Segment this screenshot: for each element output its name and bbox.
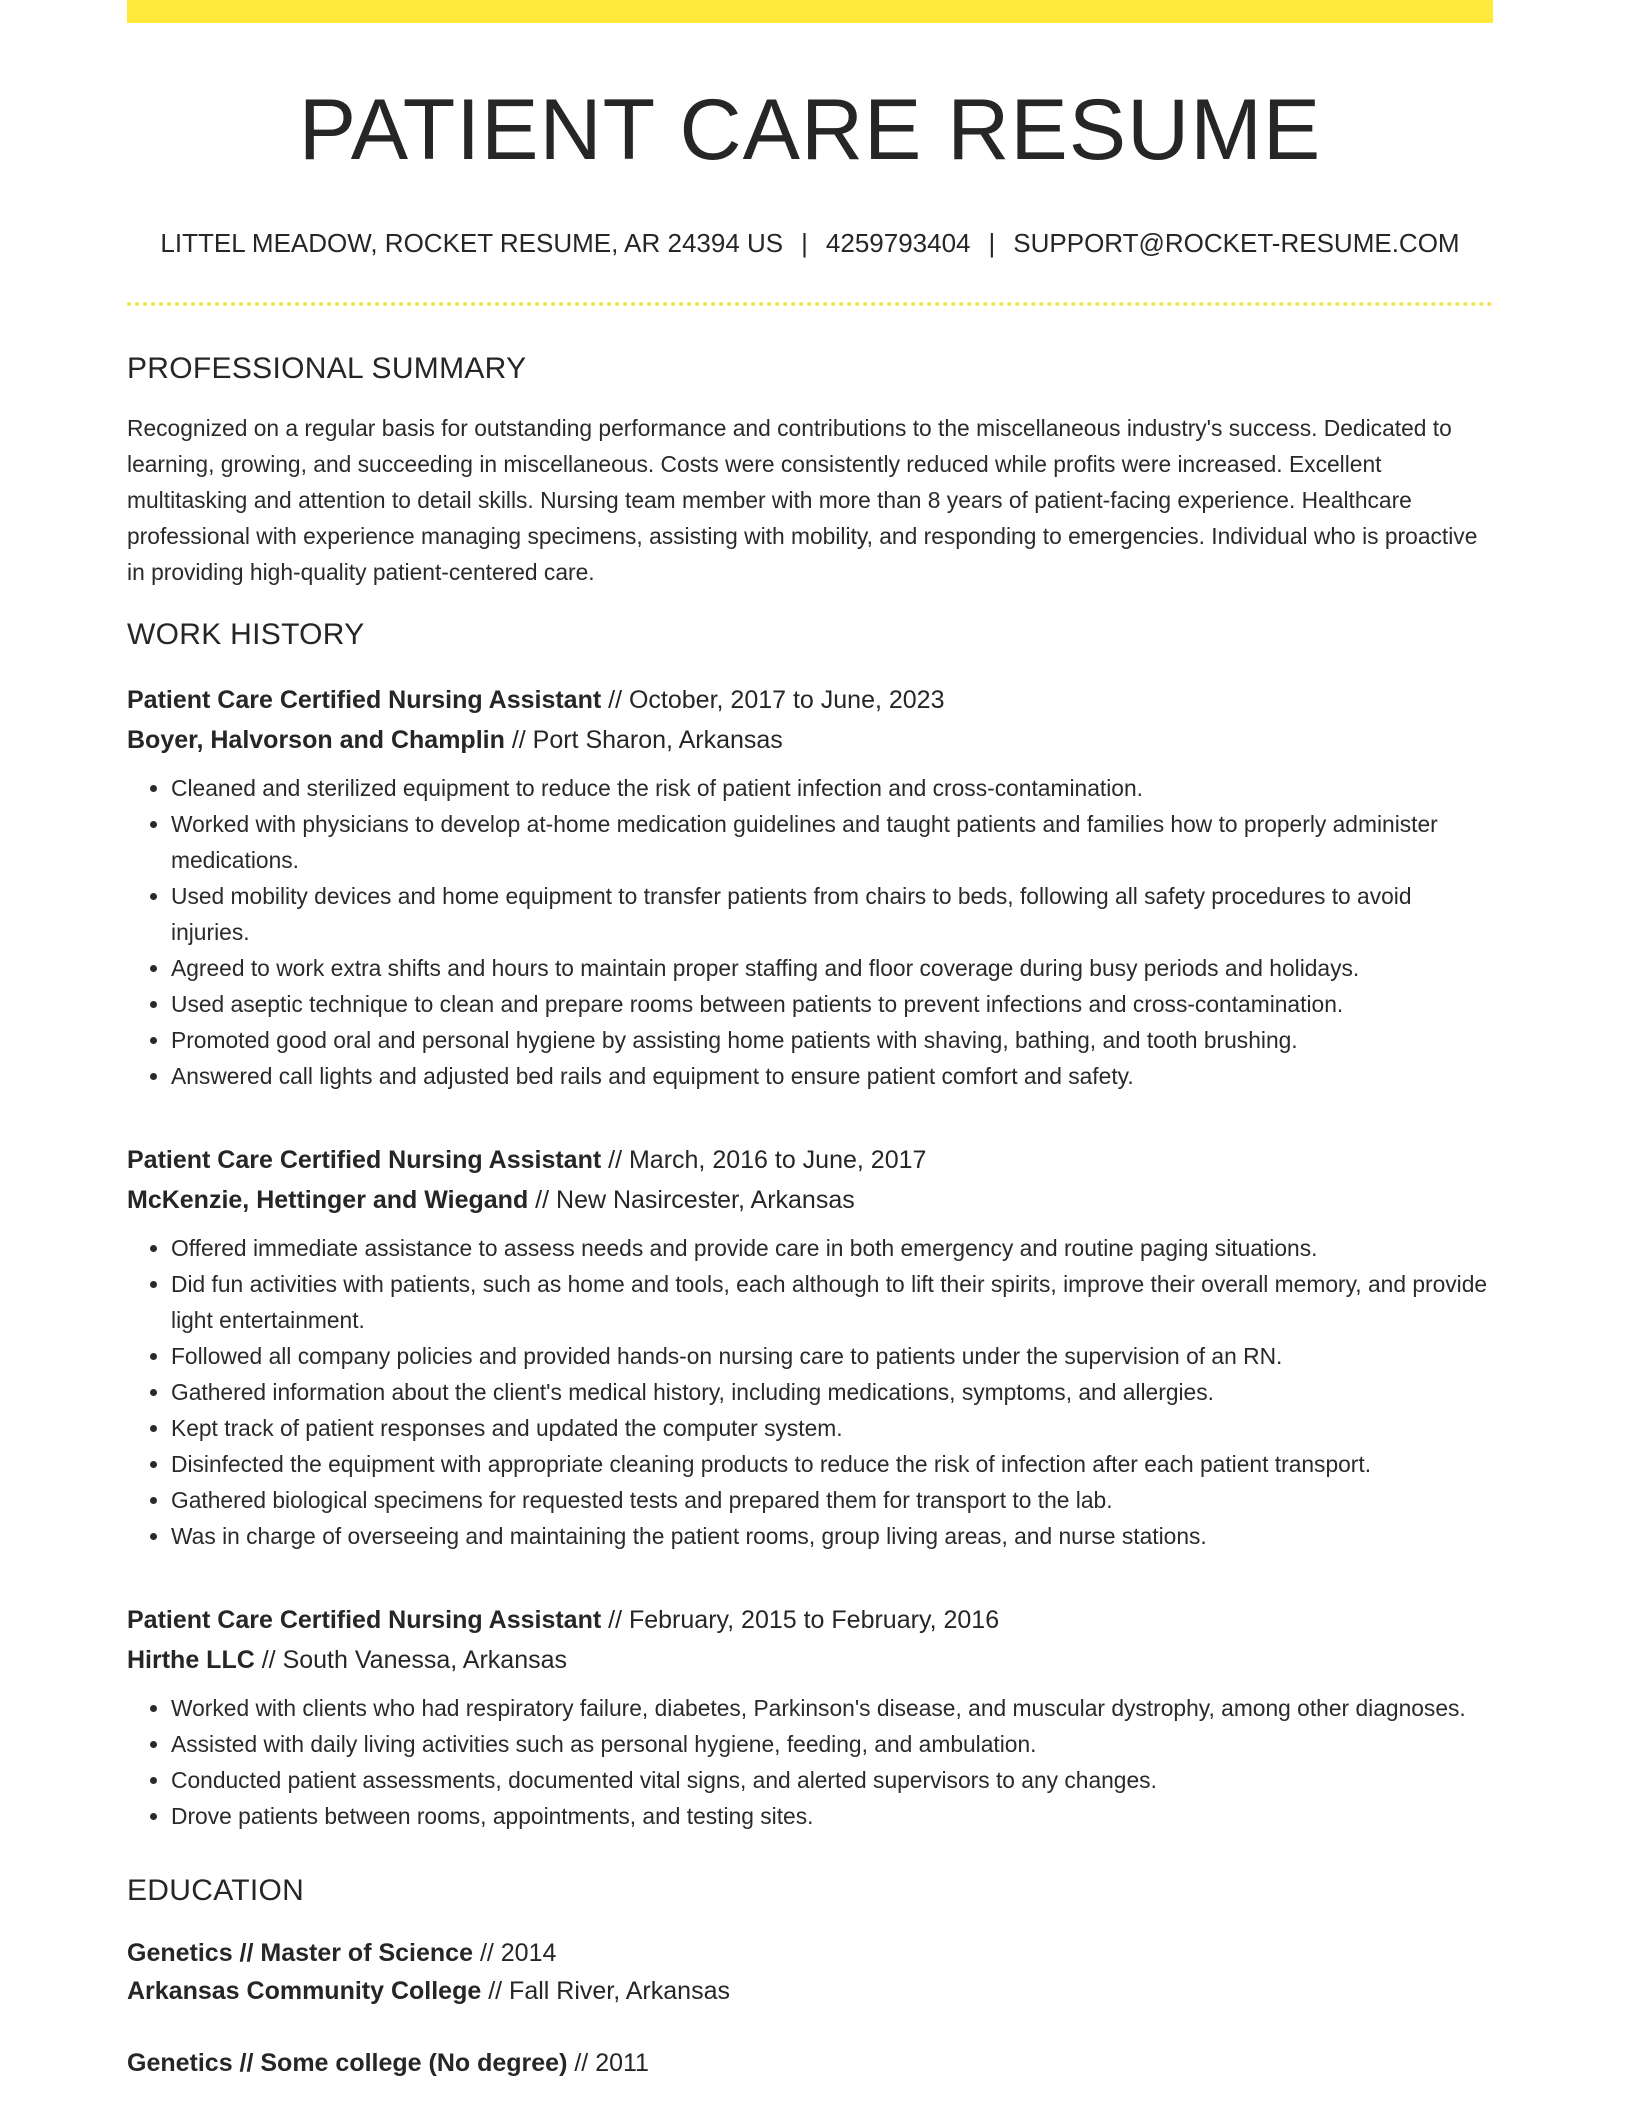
job-bullet: • Agreed to work extra shifts and hours to maintain proper staffing and floor coverage during busy periods and holidays. (171, 950, 1493, 986)
job-entry (127, 1600, 1493, 1834)
job-company: McKenzie, Hettinger and Wiegand (127, 1185, 529, 1214)
job-company-line (127, 1640, 1493, 1680)
job-title-line (127, 680, 1493, 720)
job-bullet: • Worked with physicians to develop at-home medication guidelines and taught patients and families how to properly administer medications. (171, 806, 1493, 878)
education-entry (127, 1934, 1493, 2010)
job-entry (127, 680, 1493, 1094)
summary-heading: PROFESSIONAL SUMMARY (127, 351, 527, 385)
job-title: Patient Care Certified Nursing Assistant (127, 1605, 602, 1634)
job-bullet: • Drove patients between rooms, appointments, and testing sites. (171, 1798, 1493, 1834)
contact-line (127, 227, 1493, 258)
education-degree-line (127, 2044, 1493, 2082)
education-year: // 2014 (479, 1938, 557, 1967)
job-dates: // October, 2017 to June, 2023 (608, 685, 945, 714)
job-title: Patient Care Certified Nursing Assistant (127, 1145, 602, 1174)
contact-phone: 4259793404 (825, 227, 971, 258)
job-bullet: • Did fun activities with patients, such as home and tools, each although to lift their spirits, improve their overall memory, and provide light entertainment. (171, 1266, 1493, 1338)
job-bullet: • Promoted good oral and personal hygiene by assisting home patients with shaving, bathing, and tooth brushing. (171, 1022, 1493, 1058)
header-divider (127, 302, 1493, 306)
job-bullets (127, 1230, 1493, 1554)
job-title-line (127, 1600, 1493, 1640)
job-bullet: • Gathered information about the client's medical history, including medications, symptoms, and allergies. (171, 1374, 1493, 1410)
contact-address: LITTEL MEADOW, ROCKET RESUME, AR 24394 US (160, 227, 784, 258)
job-bullets (127, 770, 1493, 1094)
education-degree-line (127, 1934, 1493, 1972)
job-location: // Port Sharon, Arkansas (511, 725, 783, 754)
job-company: Boyer, Halvorson and Champlin (127, 725, 505, 754)
job-bullet: • Gathered biological specimens for requested tests and prepared them for transport to the lab. (171, 1482, 1493, 1518)
job-bullet: • Worked with clients who had respiratory failure, diabetes, Parkinson's disease, and muscular dystrophy, among other diagnoses. (171, 1690, 1493, 1726)
education-heading: EDUCATION (127, 1873, 305, 1907)
top-accent-bar (127, 0, 1493, 23)
summary-text: Recognized on a regular basis for outstanding performance and contributions to the miscellaneous industry's success. Dedicated to learning, growing, and succeeding in miscellaneous. Costs were consistently reduced while profits were increased. Excellent multitasking and attention to detail skills. Nursing team member with more than 8 years of patient-facing experience. Healthcare professional with experience managing specimens, assisting with mobility, and responding to emergencies. Individual who is proactive in providing high-quality patient-centered care. (127, 414, 1478, 585)
job-bullet: • Used aseptic technique to clean and prepare rooms between patients to prevent infections and cross-contamination. (171, 986, 1493, 1022)
job-location: // New Nasircester, Arkansas (535, 1185, 855, 1214)
work-history-heading: WORK HISTORY (127, 617, 365, 651)
page-title: PATIENT CARE RESUME (298, 82, 1322, 178)
job-dates: // March, 2016 to June, 2017 (608, 1145, 927, 1174)
job-title-line (127, 1140, 1493, 1180)
job-bullet: • Cleaned and sterilized equipment to reduce the risk of patient infection and cross-contamination. (171, 770, 1493, 806)
contact-separator: | (988, 227, 996, 258)
job-location: // South Vanessa, Arkansas (261, 1645, 568, 1674)
education-location: // Fall River, Arkansas (488, 1976, 730, 2005)
job-company: Hirthe LLC (127, 1645, 255, 1674)
job-title: Patient Care Certified Nursing Assistant (127, 685, 602, 714)
job-bullet: • Answered call lights and adjusted bed rails and equipment to ensure patient comfort and safety. (171, 1058, 1493, 1094)
education-entry (127, 2044, 1493, 2082)
resume-page (127, 0, 1493, 2082)
education-degree: Genetics // Some college (No degree) (127, 2048, 568, 2077)
job-bullet: • Used mobility devices and home equipment to transfer patients from chairs to beds, following all safety procedures to avoid injuries. (171, 878, 1493, 950)
education-year: // 2011 (574, 2048, 649, 2077)
job-company-line (127, 720, 1493, 760)
education-school-line (127, 1972, 1493, 2010)
job-bullet: • Kept track of patient responses and updated the computer system. (171, 1410, 1493, 1446)
job-bullet: • Conducted patient assessments, documented vital signs, and alerted supervisors to any changes. (171, 1762, 1493, 1798)
job-bullet: • Disinfected the equipment with appropriate cleaning products to reduce the risk of infection after each patient transport. (171, 1446, 1493, 1482)
job-bullets (127, 1690, 1493, 1834)
job-dates: // February, 2015 to February, 2016 (608, 1605, 1000, 1634)
education-school: Arkansas Community College (127, 1976, 482, 2005)
contact-email: SUPPORT@ROCKET-RESUME.COM (1013, 227, 1460, 258)
job-bullet: • Followed all company policies and provided hands-on nursing care to patients under the supervision of an RN. (171, 1338, 1493, 1374)
job-bullet: • Offered immediate assistance to assess needs and provide care in both emergency and routine paging situations. (171, 1230, 1493, 1266)
job-bullet: • Assisted with daily living activities such as personal hygiene, feeding, and ambulation. (171, 1726, 1493, 1762)
job-bullet: • Was in charge of overseeing and maintaining the patient rooms, group living areas, and nurse stations. (171, 1518, 1493, 1554)
contact-separator: | (801, 227, 808, 258)
education-degree: Genetics // Master of Science (127, 1938, 473, 1967)
job-company-line (127, 1180, 1493, 1220)
job-entry (127, 1140, 1493, 1554)
